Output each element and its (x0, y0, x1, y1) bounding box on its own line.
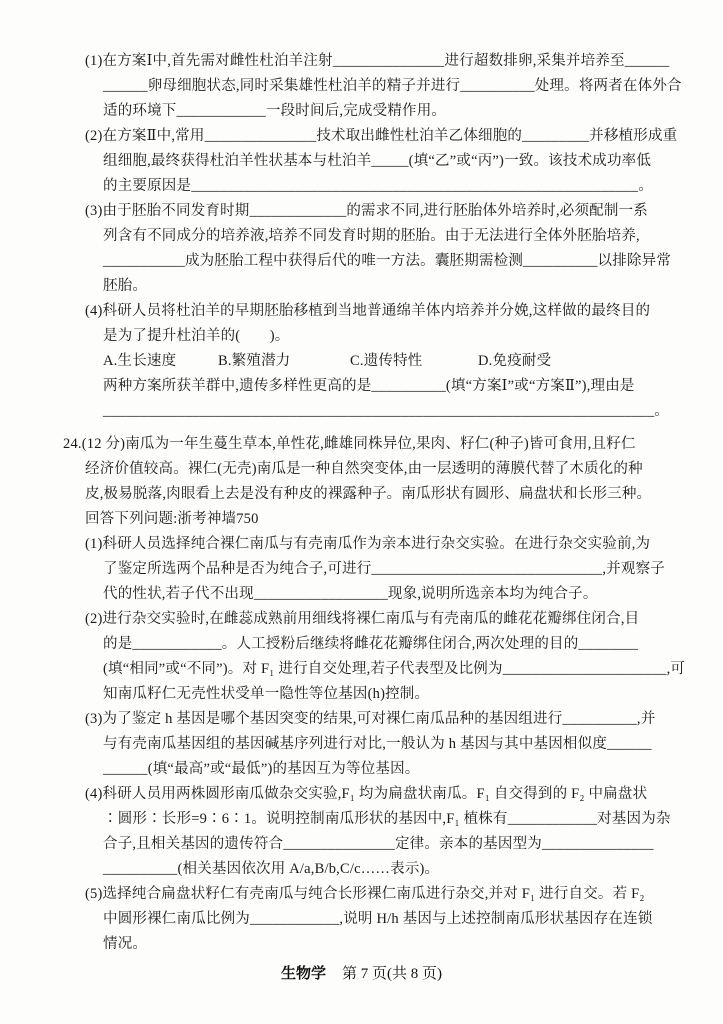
text-line: 列含有不同成分的培养液,培养不同发育时期的胚胎。由于无法进行全体外胚胎培养, (103, 228, 640, 244)
text-line: 适的环境下____________一段时间后,完成受精作用。 (103, 103, 447, 119)
question-number-line: 24.(12 分)南瓜为一年生蔓生草本,单性花,雌雄同株异位,果肉、籽仁(种子)皆可食用,且籽仁 (63, 436, 636, 452)
footer-page-number: 第 7 页(共 8 页) (342, 966, 442, 982)
text-line: 合子,且相关基因的遗传符合_______________定律。亲本的基因型为_______________ (103, 836, 654, 852)
text-line: __________(相关基因依次用 A/a,B/b,C/c……表示)。 (103, 861, 440, 877)
answer-blank-line: __________________________________________________________________________。 (103, 403, 669, 419)
text-line: ______(填“最高”或“最低”)的基因互为等位基因。 (103, 761, 420, 777)
text-line: ___________成为胚胎工程中获得后代的唯一方法。囊胚期需检测__________以排除异常 (103, 253, 672, 269)
page-footer (0, 962, 723, 983)
question-24-block (0, 432, 723, 957)
question-23-block (0, 49, 723, 424)
text-line: (4)科研人员将杜泊羊的早期胚胎移植到当地普通绵羊体内培养并分娩,这样做的最终目的 (85, 303, 651, 319)
text-line: (2)进行杂交实验时,在雌蕊成熟前用细线将裸仁南瓜与有壳南瓜的雌花花瓣绑住闭合,目 (85, 611, 640, 627)
text-line: (4)科研人员用两株圆形南瓜做杂交实验,F₁ 均为扁盘状南瓜。F₁ 自交得到的 F₂ 中扁盘状 (85, 786, 648, 802)
text-line: (3)由于胚胎不同发育时期_____________的需求不同,进行胚胎体外培养时,必须配制一系 (85, 203, 649, 219)
text-line: (1)科研人员选择纯合裸仁南瓜与有壳南瓜作为亲本进行杂交实验。在进行杂交实验前,为 (85, 536, 651, 552)
text-line: 胚胎。 (103, 278, 148, 294)
text-line: 两种方案所获羊群中,遗传多样性更高的是__________(填“方案Ⅰ”或“方案Ⅱ”),理由是 (103, 378, 635, 394)
text-line: 是为了提升杜泊羊的( )。 (103, 328, 290, 344)
option-b: B.繁殖潜力 (218, 353, 291, 369)
text-line: 知南瓜籽仁无壳性状受单一隐性等位基因(h)控制。 (103, 686, 430, 702)
text-line: (填“相同”或“不同”)。对 F₁ 进行自交处理,若子代表型及比例为______________________,可 (103, 661, 686, 677)
text-line: ______卵母细胞状态,同时采集雄性杜泊羊的精子并进行__________处理。将两者在体外合 (103, 78, 682, 94)
text-line: 经济价值较高。裸仁(无壳)南瓜是一种自然突变体,由一层透明的薄膜代替了木质化的种 (85, 461, 643, 477)
option-c: C.遗传特性 (350, 353, 423, 369)
text-line: ∶圆形∶长形=9∶6∶1。说明控制南瓜形状的基因中,F₁ 植株有____________对基因为杂 (103, 811, 671, 827)
footer-subject-label: 生物学 (280, 966, 326, 982)
text-line: (3)为了鉴定 h 基因是哪个基因突变的结果,可对裸仁南瓜品种的基因组进行__________,并 (85, 711, 656, 727)
text-line: 与有壳南瓜基因组的基因碱基序列进行对比,一般认为 h 基因与其中基因相似度______ (103, 736, 652, 752)
text-line: 情况。 (103, 936, 148, 952)
text-line: 中圆形裸仁南瓜比例为____________,说明 H/h 基因与上述控制南瓜形状基因存在连锁 (103, 911, 653, 927)
text-line: 代的性状,若子代不出现__________________现象,说明所选亲本均为纯合子。 (103, 586, 598, 602)
text-line: 组细胞,最终获得杜泊羊性状基本与杜泊羊_____(填“乙”或“丙”)一致。该技术成功率低 (103, 153, 652, 169)
option-a: A.生长速度 (103, 353, 177, 369)
text-line: (1)在方案Ⅰ中,首先需对雌性杜泊羊注射_______________进行超数排卵,采集并培养至______ (85, 53, 670, 69)
text-line: 了鉴定所选两个品种是否为纯合子,可进行_______________________________,并观察子 (103, 561, 665, 577)
multiple-choice-options-row (103, 349, 723, 374)
answer-blank-line: 的主要原因是____________________________________________________________。 (103, 178, 653, 194)
text-line: 皮,极易脱落,肉眼看上去是没有种皮的裸露种子。南瓜形状有圆形、扁盘状和长形三种。 (85, 486, 652, 502)
text-line: (2)在方案Ⅱ中,常用_______________技术取出雌性杜泊羊乙体细胞的_________并移植形成重 (85, 128, 678, 144)
text-line: 的是____________。人工授粉后继续将雌花花瓣绑住闭合,两次处理的目的________ (103, 636, 639, 652)
text-line: 回答下列问题:浙考神墙750 (85, 511, 259, 527)
text-line: (5)选择纯合扁盘状籽仁有壳南瓜与纯合长形裸仁南瓜进行杂交,并对 F₁ 进行自交。若 F₂ (85, 886, 645, 902)
option-d: D.免疫耐受 (478, 353, 552, 369)
